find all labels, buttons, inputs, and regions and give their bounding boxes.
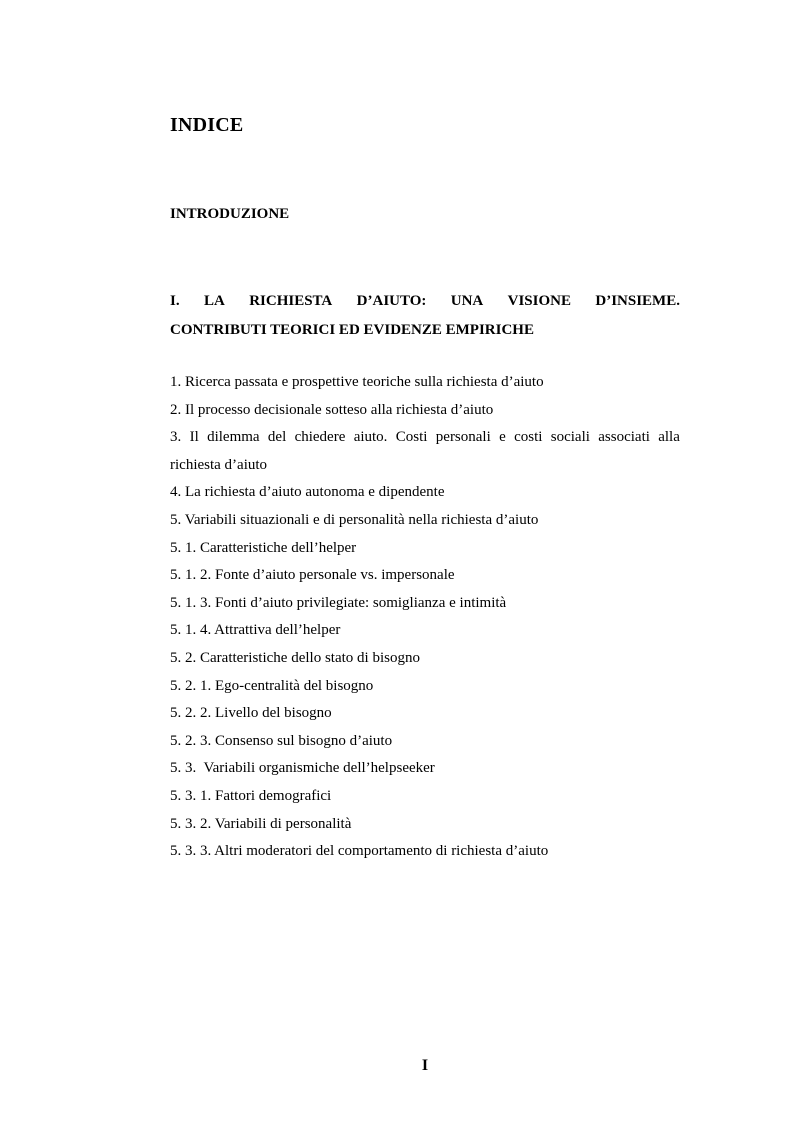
toc-word: alla <box>658 429 680 446</box>
toc-entry: 5. 2. 2. Livello del bisogno <box>170 705 332 722</box>
toc-entry: 5. 1. 2. Fonte d’aiuto personale vs. impersonale <box>170 567 455 584</box>
toc-entry: 5. 3. 1. Fattori demografici <box>170 787 332 804</box>
toc-entry: 4. La richiesta d’aiuto autonoma e dipendente <box>170 484 445 501</box>
toc-word: aiuto. <box>353 429 388 446</box>
toc-entry: 5. 2. 3. Consenso sul bisogno d’aiuto <box>170 732 393 749</box>
chapter-heading-line1 <box>170 287 680 316</box>
toc-entry-line1 <box>170 424 680 452</box>
chapter-word: UNA <box>450 293 484 309</box>
toc-word: personali <box>435 429 491 446</box>
chapter-heading-line2: CONTRIBUTI TEORICI ED EVIDENZE EMPIRICHE <box>170 321 534 338</box>
toc-entry: 5. 3. 2. Variabili di personalità <box>170 815 352 832</box>
chapter-word: VISIONE <box>507 293 571 309</box>
toc-word: associati <box>598 429 650 446</box>
introduction-heading: INTRODUZIONE <box>170 206 290 222</box>
toc-entry <box>170 424 680 479</box>
toc-entry: 5. 3. 3. Altri moderatori del comportamento di richiesta d’aiuto <box>170 843 549 860</box>
toc-entry: 5. Variabili situazionali e di personalità nella richiesta d’aiuto <box>170 511 539 528</box>
toc-word: Costi <box>395 429 428 446</box>
toc-word: chiedere <box>294 429 346 446</box>
chapter-word: D’AIUTO: <box>356 293 427 309</box>
toc-entry: 2. Il processo decisionale sotteso alla richiesta d’aiuto <box>170 401 494 418</box>
chapter-word: I. <box>170 293 180 309</box>
toc-entry: 5. 2. 1. Ego-centralità del bisogno <box>170 677 374 694</box>
toc-entry: 5. 3. Variabili organismiche dell’helpseeker <box>170 760 435 777</box>
toc-word: del <box>267 429 287 446</box>
toc-entry: 5. 2. Caratteristiche dello stato di bisogno <box>170 649 420 666</box>
toc-word: 3. <box>170 429 182 446</box>
chapter-heading <box>170 287 680 344</box>
toc-word: costi <box>514 429 543 446</box>
toc-entry-line2: richiesta d’aiuto <box>170 456 268 473</box>
toc-entry: 5. 1. 4. Attrattiva dell’helper <box>170 622 341 639</box>
toc-word: sociali <box>550 429 590 446</box>
chapter-word: LA <box>203 293 225 309</box>
toc-word: e <box>499 429 506 446</box>
chapter-word: RICHIESTA <box>249 293 333 309</box>
page-number: I <box>421 1057 429 1074</box>
table-of-contents <box>170 369 680 866</box>
toc-word: Il <box>189 429 199 446</box>
chapter-word: D’INSIEME. <box>595 293 680 309</box>
toc-entry: 5. 1. Caratteristiche dell’helper <box>170 539 357 556</box>
toc-entry: 5. 1. 3. Fonti d’aiuto privilegiate: somiglianza e intimità <box>170 594 507 611</box>
toc-word: dilemma <box>207 429 260 446</box>
page-title: INDICE <box>170 114 244 136</box>
toc-entry: 1. Ricerca passata e prospettive teoriche sulla richiesta d’aiuto <box>170 374 544 390</box>
